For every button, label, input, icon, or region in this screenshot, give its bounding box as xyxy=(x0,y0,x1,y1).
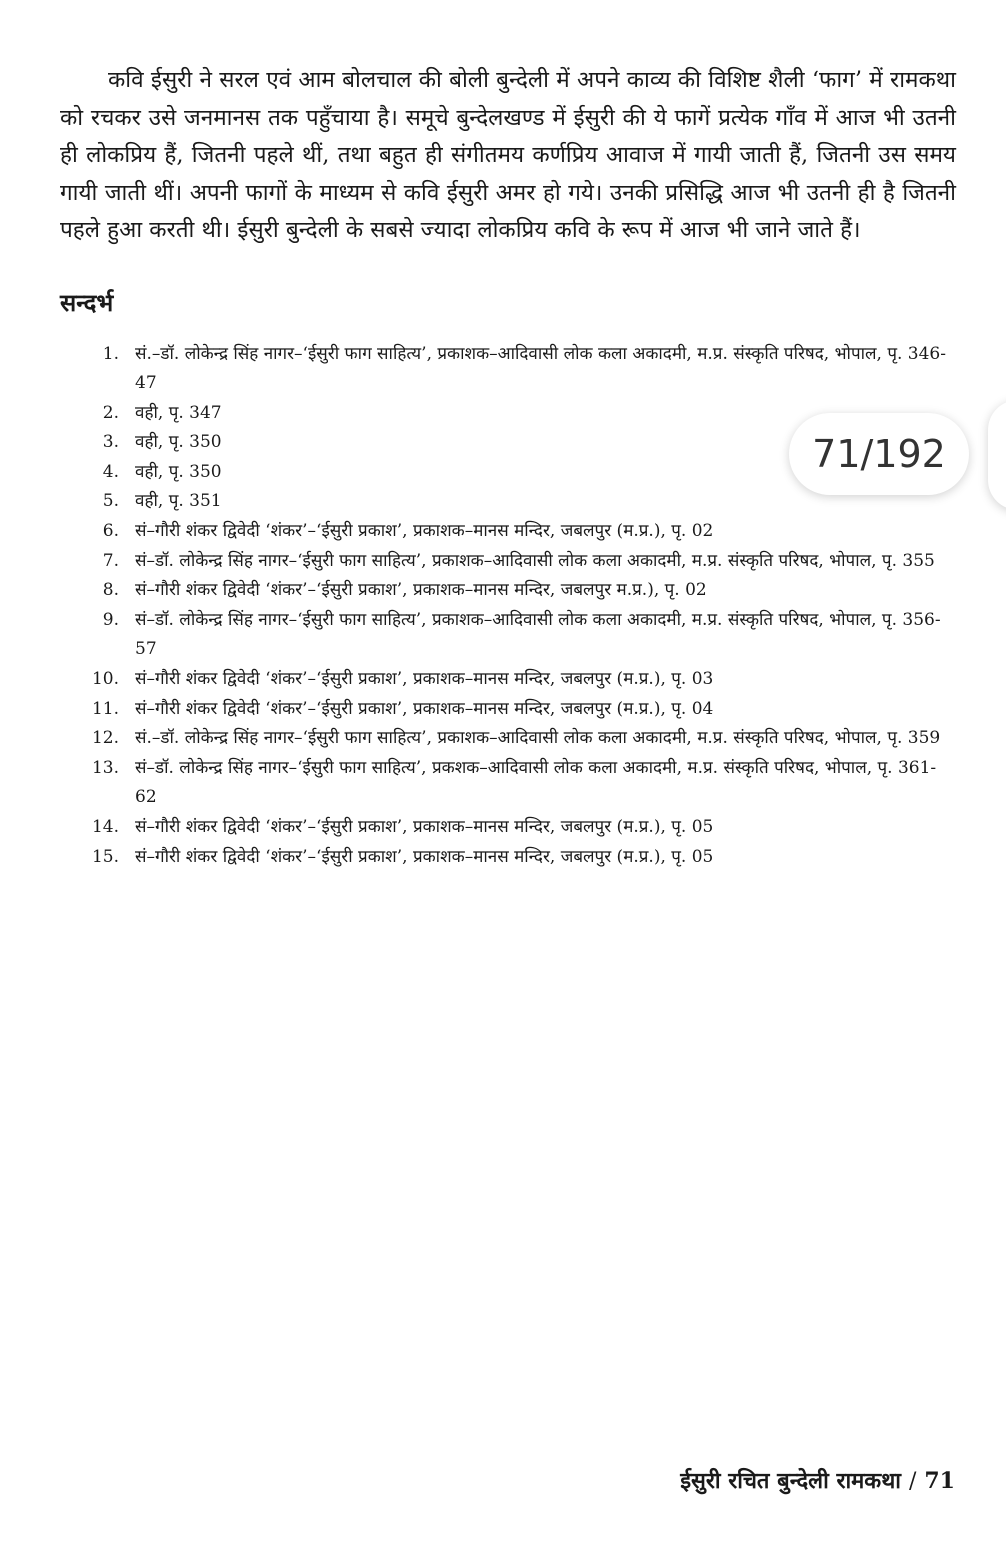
reference-number: 2. xyxy=(102,402,119,423)
page-indicator: 71/192 xyxy=(789,413,969,495)
reference-number: 12. xyxy=(91,728,119,749)
reference-text: सं–गौरी शंकर द्विवेदी ‘शंकर’–‘ईसुरी प्रकाश’, प्रकाशक–मानस मन्दिर, जबलपुर म.प्र.), पृ. 02 xyxy=(135,580,707,601)
reference-item xyxy=(60,547,956,577)
reference-text: सं–डॉ. लोकेन्द्र सिंह नागर–‘ईसुरी फाग साहित्य’, प्रकशक–आदिवासी लोक कला अकादमी, म.प्र. संस्कृति परिषद, भोपाल, पृ. 361-62 xyxy=(135,757,937,808)
scroll-handle[interactable] xyxy=(988,400,1006,510)
reference-number: 13. xyxy=(91,757,119,778)
reference-item xyxy=(60,517,956,547)
body-paragraph: कवि ईसुरी ने सरल एवं आम बोलचाल की बोली बुन्देली में अपने काव्य की विशिष्ट शैली ‘फाग’ में रामकथा को रचकर उसे जनमानस तक पहुँचाया है। समूचे बुन्देलखण्ड में ईसुरी की ये फागें प्रत्येक गाँव में आज भी उतनी ही लोकप्रिय हैं, जितनी पहले थीं, तथा बहुत ही संगीतमय कर्णप्रिय आवाज में गायी जाती हैं, जितनी उस समय गायी जाती थीं। अपनी फागों के माध्यम से कवि ईसुरी अमर हो गये। उनकी प्रसिद्धि आज भी उतनी ही है जितनी पहले हुआ करती थी। ईसुरी बुन्देली के सबसे ज्यादा लोकप्रिय कवि के रूप में आज भी जाने जाते हैं। xyxy=(60,67,956,243)
reference-number: 11. xyxy=(91,698,119,719)
footer-separator: / xyxy=(908,1469,917,1494)
footer-title: ईसुरी रचित बुन्देली रामकथा xyxy=(680,1468,901,1494)
references-heading: सन्दर्भ xyxy=(60,287,114,317)
reference-text: सं–गौरी शंकर द्विवेदी ‘शंकर’–‘ईसुरी प्रकाश’, प्रकाशक–मानस मन्दिर, जबलपुर (म.प्र.), पृ. 05 xyxy=(135,846,714,867)
reference-text: सं–गौरी शंकर द्विवेदी ‘शंकर’–‘ईसुरी प्रकाश’, प्रकाशक–मानस मन्दिर, जबलपुर (म.प्र.), पृ. 05 xyxy=(135,817,714,837)
reference-text: सं–गौरी शंकर द्विवेदी ‘शंकर’–‘ईसुरी प्रकाश’, प्रकाशक–मानस मन्दिर, जबलपुर (म.प्र.), पृ. 04 xyxy=(135,698,714,719)
reference-number: 9. xyxy=(102,609,119,630)
reference-text: सं–गौरी शंकर द्विवेदी ‘शंकर’–‘ईसुरी प्रकाश’, प्रकाशक–मानस मन्दिर, जबलपुर (म.प्र.), पृ. 02 xyxy=(135,521,714,542)
reference-number: 1. xyxy=(102,343,119,364)
reference-text: वही, पृ. 350 xyxy=(135,432,222,453)
reference-text: सं–गौरी शंकर द्विवेदी ‘शंकर’–‘ईसुरी प्रकाश’, प्रकाशक–मानस मन्दिर, जबलपुर (म.प्र.), पृ. 03 xyxy=(135,669,714,690)
reference-number: 3. xyxy=(102,432,119,453)
reference-item xyxy=(60,813,956,843)
reference-item xyxy=(60,576,956,606)
reference-item xyxy=(60,665,956,695)
page-footer xyxy=(680,1466,955,1497)
reference-number: 6. xyxy=(102,521,119,542)
reference-item xyxy=(60,843,956,873)
reference-number: 5. xyxy=(102,491,119,512)
reference-item xyxy=(60,340,956,399)
reference-number: 4. xyxy=(102,461,119,482)
reference-text: सं–डॉ. लोकेन्द्र सिंह नागर–‘ईसुरी फाग साहित्य’, प्रकाशक–आदिवासी लोक कला अकादमी, म.प्र. संस्कृति परिषद, भोपाल, पृ. 356-57 xyxy=(135,609,941,660)
reference-text: वही, पृ. 350 xyxy=(135,461,222,482)
reference-text: वही, पृ. 351 xyxy=(135,491,222,512)
reference-number: 10. xyxy=(91,669,119,690)
reference-text: सं.–डॉ. लोकेन्द्र सिंह नागर–‘ईसुरी फाग साहित्य’, प्रकाशक–आदिवासी लोक कला अकादमी, म.प्र. संस्कृति परिषद, भोपाल, पृ. 359 xyxy=(135,728,941,749)
reference-item xyxy=(60,606,956,665)
reference-number: 7. xyxy=(102,550,119,571)
reference-item xyxy=(60,695,956,725)
reference-number: 15. xyxy=(91,846,119,867)
footer-page-number: 71 xyxy=(924,1468,955,1494)
reference-text: वही, पृ. 347 xyxy=(135,402,222,423)
reference-text: सं–डॉ. लोकेन्द्र सिंह नागर–‘ईसुरी फाग साहित्य’, प्रकाशक–आदिवासी लोक कला अकादमी, म.प्र. संस्कृति परिषद, भोपाल, पृ. 355 xyxy=(135,550,935,571)
reference-number: 8. xyxy=(102,580,119,601)
reference-number: 14. xyxy=(91,817,119,837)
reference-text: सं.–डॉ. लोकेन्द्र सिंह नागर–‘ईसुरी फाग साहित्य’, प्रकाशक–आदिवासी लोक कला अकादमी, म.प्र. संस्कृति परिषद, भोपाल, पृ. 346-47 xyxy=(135,343,946,394)
reference-item xyxy=(60,724,956,754)
reference-item xyxy=(60,754,956,813)
